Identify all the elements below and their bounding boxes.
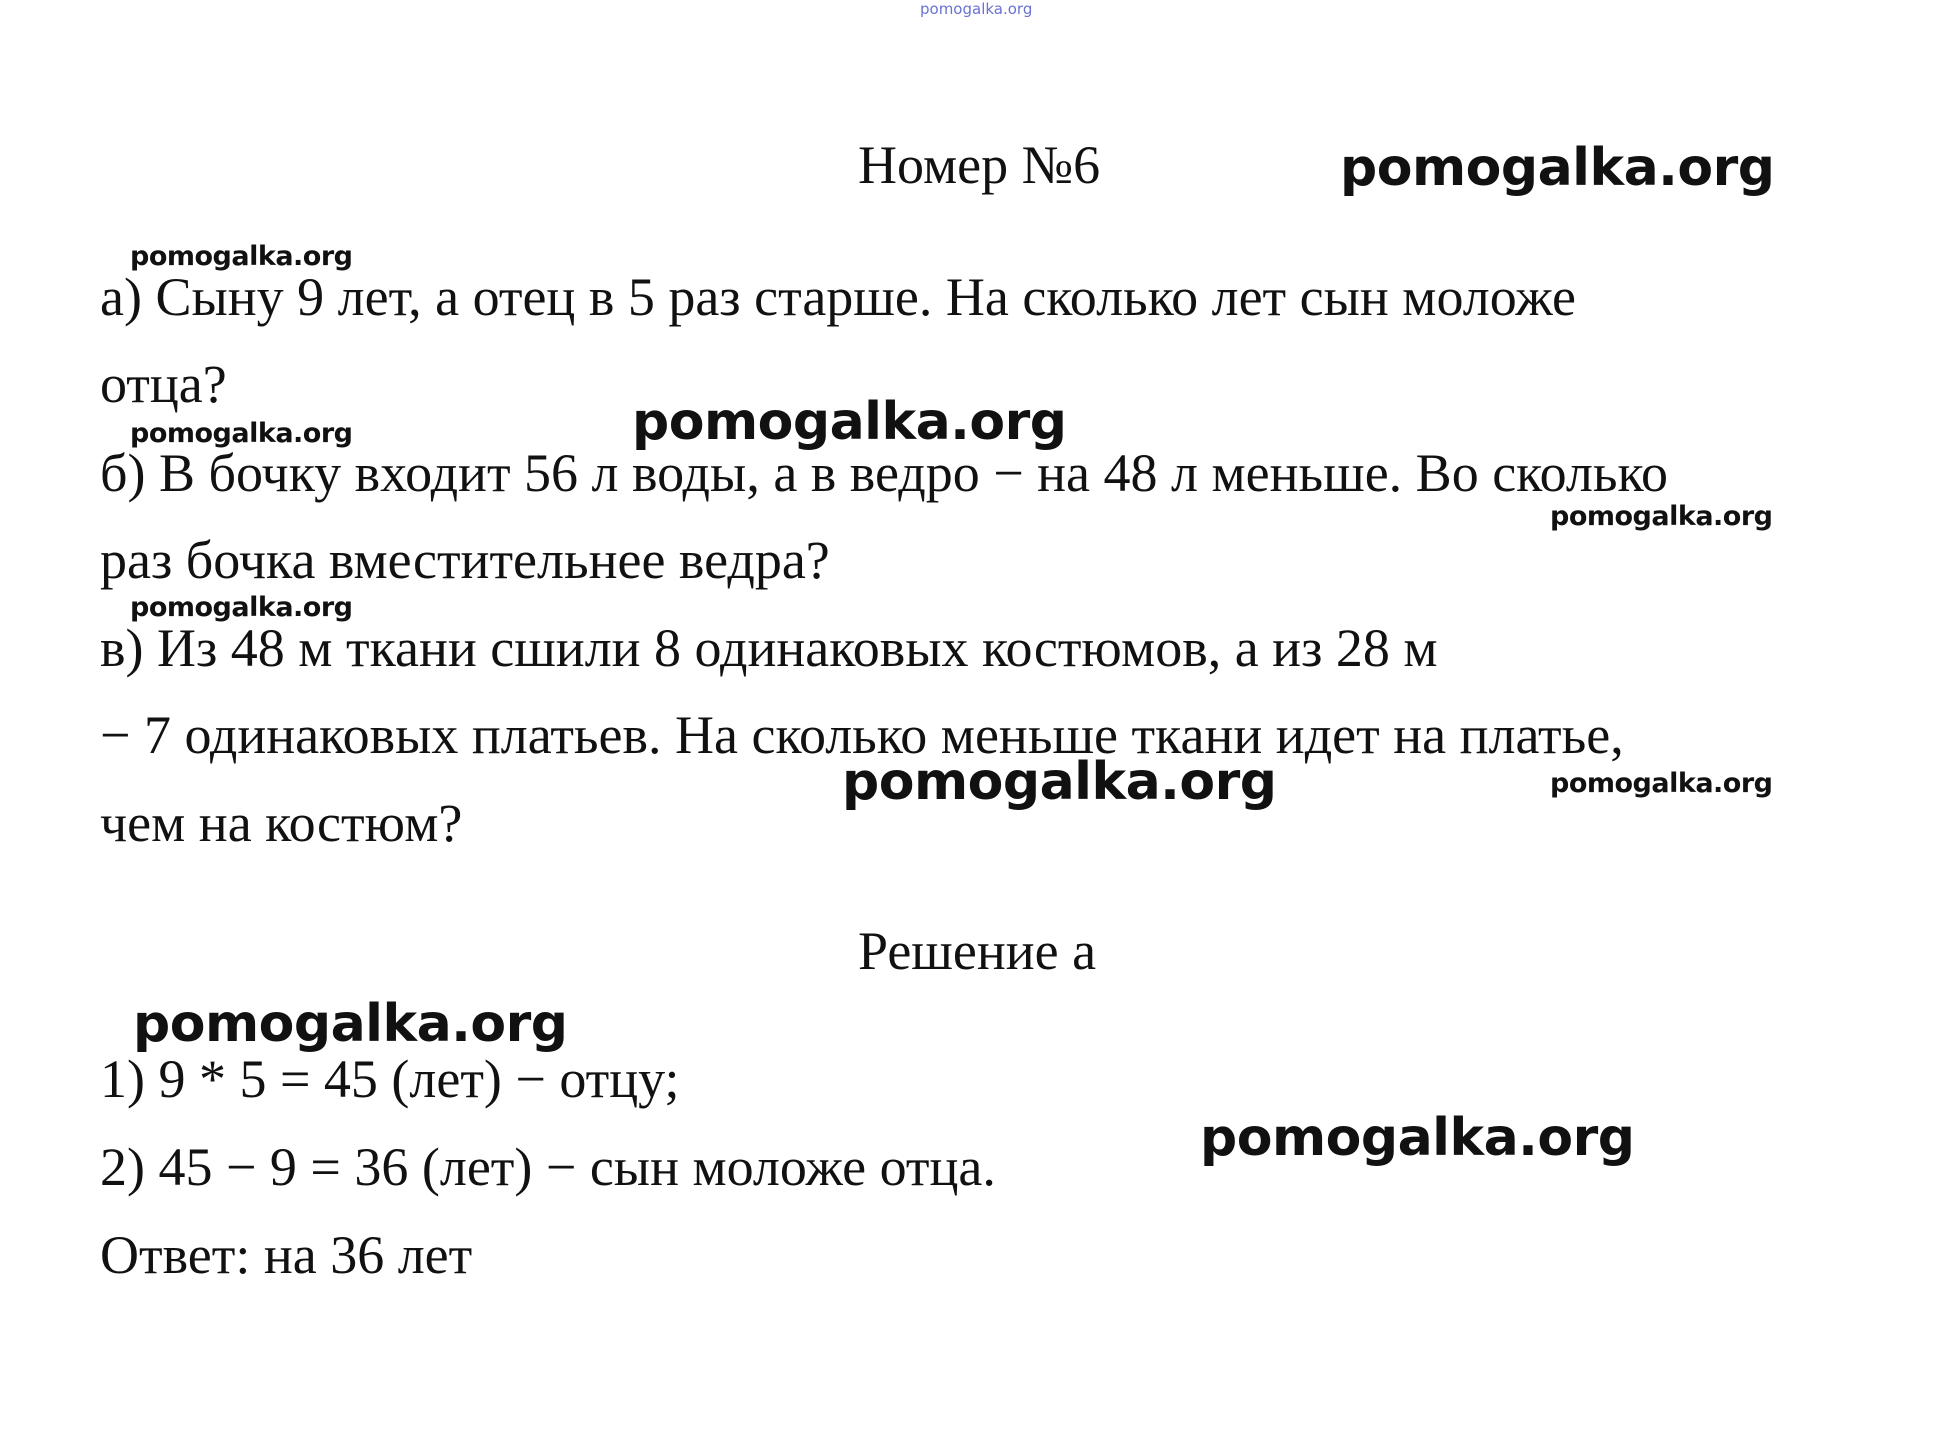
- top-watermark: pomogalka.org: [920, 0, 1033, 18]
- problem-b-line2: раз бочка вместительнее ведра?: [100, 530, 830, 590]
- solution-step1: 1) 9 * 5 = 45 (лет) − отцу;: [100, 1049, 680, 1109]
- watermark-a: pomogalka.org: [130, 241, 353, 272]
- problem-a-line2: отца?: [100, 354, 227, 414]
- solution-step2: 2) 45 − 9 = 36 (лет) − сын моложе отца.: [100, 1137, 996, 1197]
- watermark-c-center: pomogalka.org: [842, 752, 1277, 812]
- solution-title: Решение а: [858, 921, 1097, 981]
- problem-b-line1: б) В бочку входит 56 л воды, а в ведро − на 48 л меньше. Во сколько: [100, 443, 1669, 503]
- watermark-solution-left: pomogalka.org: [133, 994, 568, 1054]
- problem-c-line3: чем на костюм?: [100, 793, 463, 853]
- problem-c-line2: − 7 одинаковых платьев. На сколько меньше ткани идет на платье,: [100, 705, 1624, 765]
- watermark-solution-right: pomogalka.org: [1200, 1108, 1635, 1168]
- watermark-b-right: pomogalka.org: [1550, 501, 1773, 532]
- page-title: Номер №6: [858, 135, 1101, 195]
- watermark-b: pomogalka.org: [130, 418, 353, 449]
- watermark-middle: pomogalka.org: [632, 392, 1067, 452]
- watermark-title-right: pomogalka.org: [1340, 138, 1775, 198]
- solution-answer: Ответ: на 36 лет: [100, 1225, 473, 1285]
- watermark-c: pomogalka.org: [130, 592, 353, 623]
- watermark-c-right: pomogalka.org: [1550, 768, 1773, 799]
- problem-c-line1: в) Из 48 м ткани сшили 8 одинаковых костюмов, а из 28 м: [100, 618, 1438, 678]
- problem-a-line1: а) Сыну 9 лет, а отец в 5 раз старше. На сколько лет сын моложе: [100, 267, 1576, 327]
